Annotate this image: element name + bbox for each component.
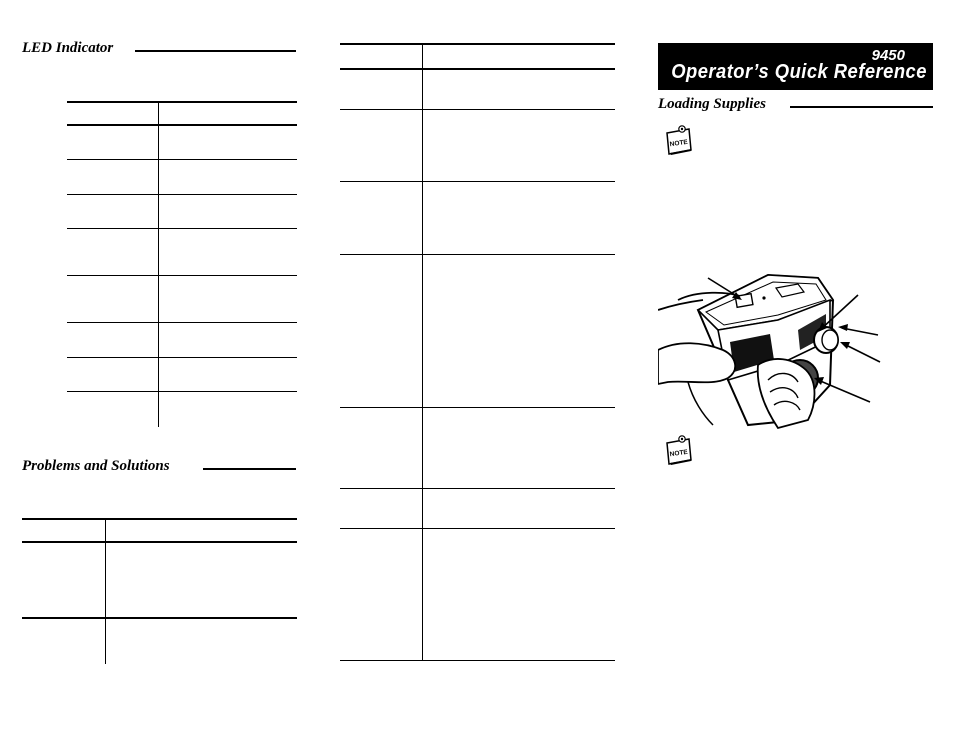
printer-illustration xyxy=(658,270,883,435)
table-row-divider xyxy=(340,407,615,408)
table-row-divider xyxy=(67,322,297,323)
table-row-divider xyxy=(340,528,615,529)
table-row-divider xyxy=(340,254,615,255)
note-label: NOTE xyxy=(669,448,689,459)
loading-supplies-heading: Loading Supplies xyxy=(658,96,766,112)
table-row-divider xyxy=(67,357,297,358)
table-top-border xyxy=(22,518,297,520)
table-column-divider xyxy=(158,101,159,427)
note-icon xyxy=(664,434,694,466)
table-row-divider xyxy=(340,109,615,110)
note-icon xyxy=(664,124,694,156)
table-row-divider xyxy=(67,275,297,276)
table-row-divider xyxy=(22,617,297,619)
table-top-border xyxy=(67,101,297,103)
table-column-divider xyxy=(105,518,106,664)
table-row-divider xyxy=(340,181,615,182)
table-row-divider xyxy=(67,194,297,195)
table-row-divider xyxy=(340,488,615,489)
loading-heading-rule xyxy=(790,106,933,108)
led-indicator-heading: LED Indicator xyxy=(22,40,114,56)
table-header-border xyxy=(340,68,615,70)
led-heading-rule xyxy=(135,50,296,52)
title-banner xyxy=(658,43,933,90)
table-column-divider xyxy=(422,43,423,661)
table-header-border xyxy=(22,541,297,543)
problems-solutions-heading: Problems and Solutions xyxy=(22,458,170,474)
banner-title: Operator’s Quick Reference xyxy=(671,61,927,83)
table-row-divider xyxy=(67,391,297,392)
table-bottom-border xyxy=(340,660,615,661)
banner-model-number: 9450 xyxy=(871,47,905,64)
table-row-divider xyxy=(67,159,297,160)
problems-heading-rule xyxy=(203,468,296,470)
table-row-divider xyxy=(67,228,297,229)
table-top-border xyxy=(340,43,615,45)
table-header-border xyxy=(67,124,297,126)
note-label: NOTE xyxy=(669,138,689,149)
